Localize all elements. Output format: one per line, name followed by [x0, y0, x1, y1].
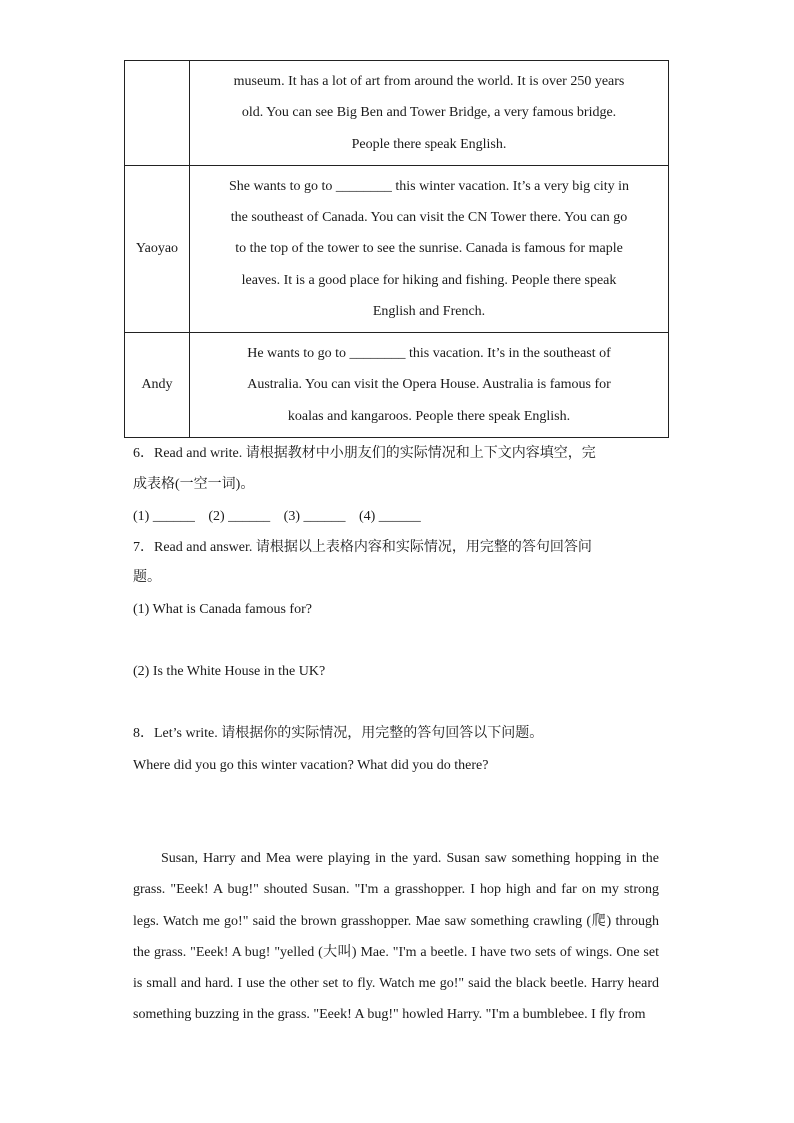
name-cell — [125, 61, 190, 166]
desc-line: She wants to go to ________ this winter vacation. It’s a very big city in — [228, 178, 630, 194]
story-passage — [133, 843, 659, 1031]
answer-blank-2[interactable]: (2) ______ — [208, 509, 271, 524]
question-6-instruction-cont: 成表格(一空一词)。 — [133, 477, 255, 492]
info-table — [124, 60, 669, 438]
question-7-instruction: 7．Read and answer. 请根据以上表格内容和实际情况，用完整的答句回答问 — [133, 540, 592, 555]
desc-line: old. You can see Big Ben and Tower Bridge, a very famous bridge. — [241, 105, 617, 121]
question-6-blanks — [133, 507, 431, 527]
desc-line: He wants to go to ________ this vacation. It’s in the southeast of — [247, 346, 611, 362]
desc-line: English and French. — [372, 303, 486, 319]
desc-line: the southeast of Canada. You can visit the CN Tower there. You can go — [230, 210, 628, 226]
description-cell — [190, 333, 669, 438]
answer-blank-3[interactable]: (3) ______ — [283, 509, 346, 524]
question-6-instruction: 6．Read and write. 请根据教材中小朋友们的实际情况和上下文内容填空，完 — [133, 446, 596, 461]
table-row — [125, 166, 669, 333]
name-cell: Yaoyao — [125, 166, 190, 333]
question-8-instruction: 8．Let’s write. 请根据你的实际情况，用完整的答句回答以下问题。 — [133, 726, 544, 741]
question-7-item-2: (2) Is the White House in the UK? — [133, 664, 326, 679]
story-paragraph: Susan, Harry and Mea were playing in the yard. Susan saw something hopping in the grass. "Eeek! A bug!" shouted Susan. "I'm a grasshopper. I hop high and far on my strong legs. Watch me go!" said the brown grasshopper. Mae saw something crawling (爬) through the grass. "Eeek! A bug! "yelled (大叫) Mae. "I'm a beetle. I have two sets of wings. One set is small and hard. I use the other set to fly. Watch me go!" said the black beetle. Harry heard something buzzing in the grass. "Eeek! A bug!" howled Harry. "I'm a bumblebee. I fly from — [133, 851, 659, 1023]
table-row — [125, 333, 669, 438]
desc-line: People there speak English. — [351, 136, 507, 152]
desc-line: museum. It has a lot of art from around the world. It is over 250 years — [233, 74, 625, 90]
desc-line: koalas and kangaroos. People there speak English. — [287, 408, 571, 424]
description-cell — [190, 61, 669, 166]
name-cell: Andy — [125, 333, 190, 438]
answer-blank-1[interactable]: (1) ______ — [133, 509, 195, 524]
desc-line: leaves. It is a good place for hiking and fishing. People there speak — [241, 272, 617, 288]
desc-line: to the top of the tower to see the sunrise. Canada is famous for maple — [235, 241, 623, 257]
answer-blank-4[interactable]: (4) ______ — [358, 509, 421, 524]
question-7-instruction-cont: 题。 — [133, 570, 161, 585]
description-cell — [190, 166, 669, 333]
table-row — [125, 61, 669, 166]
question-7-item-1: (1) What is Canada famous for? — [133, 602, 312, 617]
desc-line: Australia. You can visit the Opera House. Australia is famous for — [247, 377, 611, 393]
question-8-prompt: Where did you go this winter vacation? What did you do there? — [133, 758, 489, 773]
